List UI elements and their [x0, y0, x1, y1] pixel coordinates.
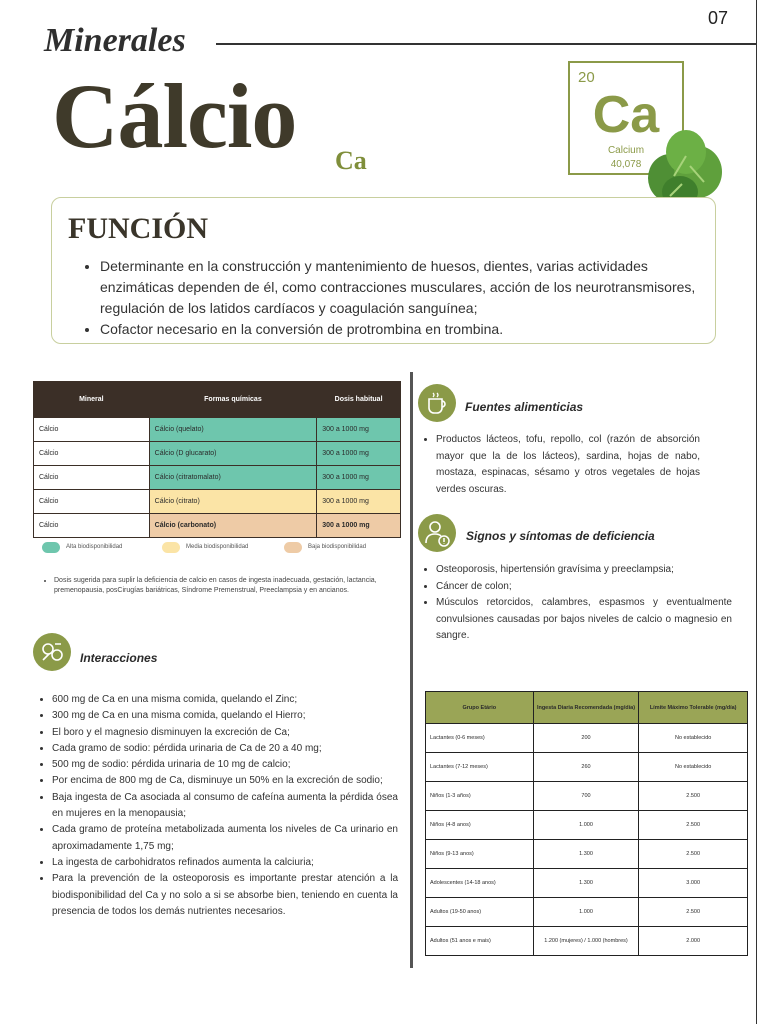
fuentes-list — [420, 432, 700, 498]
element-atomic-number: 20 — [578, 69, 595, 86]
page-number: 07 — [708, 8, 729, 28]
interaction-icon — [33, 633, 71, 671]
legend-swatch — [162, 542, 180, 553]
list-item: • 500 mg de sodio: pérdida urinaria de 10 mg de calcio; — [52, 757, 398, 773]
legend-label: Media biodisponibilidad — [186, 544, 249, 550]
list-item: • 600 mg de Ca en una misma comida, quelando el Zinc; — [52, 692, 398, 708]
legend-label: Alta biodisponibilidad — [66, 544, 123, 550]
table-row — [34, 418, 401, 442]
limite-cell: 3.000 — [639, 869, 748, 898]
table-row — [426, 869, 748, 898]
funcion-panel — [51, 197, 716, 344]
dosage-note — [40, 576, 402, 596]
group-cell: Niños (9-13 anos) — [426, 840, 534, 869]
ingesta-cell: 1.200 (mujeres) / 1.000 (hombres) — [533, 927, 639, 956]
list-item: • Baja ingesta de Ca asociada al consumo de cafeína aumenta la pérdida ósea en mujeres en la menopausia; — [52, 790, 398, 823]
mineral-cell: Cálcio — [34, 490, 150, 514]
signos-list — [420, 562, 732, 645]
limite-cell: 2.500 — [639, 782, 748, 811]
group-cell: Adultos (51 anos e mais) — [426, 927, 534, 956]
table-row — [426, 898, 748, 927]
table-header: Grupo Etário — [426, 692, 534, 724]
list-item: • Para la prevención de la osteoporosis es importante prestar atención a la biodisponibilidad del Ca y no solo a si se absorbe bien, teniendo en cuenta la presencia de todos los demás nutrientes necesarios. — [52, 871, 398, 920]
mineral-cell: Cálcio — [34, 466, 150, 490]
dosis-cell: 300 a 1000 mg — [317, 514, 401, 538]
interacciones-title: Interacciones — [80, 651, 158, 665]
funcion-list — [92, 256, 704, 340]
table-row — [34, 466, 401, 490]
table-row — [426, 782, 748, 811]
forma-cell: Cálcio (carbonato) — [149, 514, 317, 538]
mineral-cell: Cálcio — [34, 442, 150, 466]
forma-cell: Cálcio (D glucarato) — [149, 442, 317, 466]
legend-label: Baja biodisponibilidad — [308, 544, 367, 550]
table-header: Formas químicas — [149, 382, 317, 418]
list-item: • La ingesta de carbohidratos refinados aumenta la calciuria; — [52, 855, 398, 871]
page-title: Cálcio — [52, 65, 297, 167]
table-header: Mineral — [34, 382, 150, 418]
mineral-cell: Cálcio — [34, 514, 150, 538]
table-row — [426, 840, 748, 869]
table-row — [426, 811, 748, 840]
mineral-cell: Cálcio — [34, 418, 150, 442]
group-cell: Lactantes (7-12 meses) — [426, 753, 534, 782]
page-right-border — [756, 0, 757, 1024]
group-cell: Adultos (19-50 anos) — [426, 898, 534, 927]
group-cell: Niños (4-8 anos) — [426, 811, 534, 840]
signos-title: Signos y síntomas de deficiencia — [466, 529, 655, 543]
legend-swatch — [284, 542, 302, 553]
limite-cell: 2.500 — [639, 811, 748, 840]
column-divider — [410, 372, 413, 968]
group-cell: Lactantes (0-6 meses) — [426, 724, 534, 753]
fuentes-title: Fuentes alimenticias — [465, 400, 584, 414]
ingesta-cell: 260 — [533, 753, 639, 782]
section-label: Minerales — [44, 22, 186, 59]
ingesta-cell: 700 — [533, 782, 639, 811]
table-row — [426, 753, 748, 782]
funcion-item: • Cofactor necesario en la conversión de protrombina en trombina. — [100, 319, 704, 340]
forma-cell: Cálcio (citratomalato) — [149, 466, 317, 490]
interacciones-list — [36, 692, 398, 920]
user-warning-icon — [418, 514, 456, 552]
ingesta-cell: 1.000 — [533, 811, 639, 840]
limite-cell: No establecido — [639, 724, 748, 753]
title-symbol: Ca — [335, 146, 367, 175]
ingesta-cell: 200 — [533, 724, 639, 753]
table-header: Límite Máximo Tolerable (mg/día) — [639, 692, 748, 724]
list-item: • Cáncer de colon; — [436, 579, 732, 596]
list-item: • Cada gramo de proteína metabolizada aumenta los niveles de Ca urinario en aproximadamente 1,75 mg; — [52, 822, 398, 855]
dosis-cell: 300 a 1000 mg — [317, 490, 401, 514]
ingesta-cell: 1.300 — [533, 869, 639, 898]
element-symbol: Ca — [592, 86, 660, 144]
ingesta-cell: 1.000 — [533, 898, 639, 927]
note-item: • Dosis sugerida para suplir la deficiencia de calcio en casos de ingesta inadecuada, gestación, lactancia, premenopausia, posCirugías bariátricas, Síndrome Premenstrual, Preeclampsia y en ancianos. — [54, 576, 402, 596]
element-name: Calcium — [607, 145, 645, 156]
legend-swatch — [42, 542, 60, 553]
list-item: • Osteoporosis, hipertensión gravísima y preeclampsia; — [436, 562, 732, 579]
list-item: • Cada gramo de sodio: pérdida urinaria de Ca de 20 a 40 mg; — [52, 741, 398, 757]
dosis-cell: 300 a 1000 mg — [317, 466, 401, 490]
element-atomic-mass: 40,078 — [610, 159, 642, 170]
mineral-forms-table — [33, 381, 401, 538]
limite-cell: 2.500 — [639, 898, 748, 927]
table-header: Ingesta Diaria Recomendada (mg/día) — [533, 692, 639, 724]
list-item: • Por encima de 800 mg de Ca, disminuye un 50% en la excreción de sodio; — [52, 773, 398, 789]
dosis-cell: 300 a 1000 mg — [317, 442, 401, 466]
limite-cell: 2.500 — [639, 840, 748, 869]
table-row — [34, 442, 401, 466]
forma-cell: Cálcio (citrato) — [149, 490, 317, 514]
header-rule — [216, 43, 756, 45]
limite-cell: No establecido — [639, 753, 748, 782]
group-cell: Adolescentes (14-18 anos) — [426, 869, 534, 898]
table-row — [34, 514, 401, 538]
dosis-cell: 300 a 1000 mg — [317, 418, 401, 442]
group-cell: Niños (1-3 años) — [426, 782, 534, 811]
funcion-title: FUNCIÓN — [68, 212, 208, 245]
funcion-item: • Determinante en la construcción y mantenimiento de huesos, dientes, varias actividades enzimáticas dependen de él, como contracciones musculares, acción de los neurotransmisores, regulación de los latidos cardíacos y coagulación sanguínea; — [100, 256, 704, 319]
forma-cell: Cálcio (quelato) — [149, 418, 317, 442]
list-item: • El boro y el magnesio disminuyen la excreción de Ca; — [52, 725, 398, 741]
limite-cell: 2.000 — [639, 927, 748, 956]
bioavailability-legend — [42, 542, 402, 554]
list-item: • Músculos retorcidos, calambres, espasmos y eventualmente convulsiones causadas por bajos niveles de calcio o magnesio en sangre. — [436, 595, 732, 645]
list-item: • 300 mg de Ca en una misma comida, quelando el Hierro; — [52, 708, 398, 724]
table-row — [426, 927, 748, 956]
table-row — [34, 490, 401, 514]
cup-icon — [418, 384, 456, 422]
table-row — [426, 724, 748, 753]
ingesta-cell: 1.300 — [533, 840, 639, 869]
list-item: • Productos lácteos, tofu, repollo, col (razón de absorción mayor que la de los lácteos), sardina, hojas de nabo, mostaza, espinacas, sésamo y otros vegetales de hojas verdes oscuras. — [436, 432, 700, 498]
table-header: Dosis habitual — [317, 382, 401, 418]
intake-table — [425, 691, 748, 956]
